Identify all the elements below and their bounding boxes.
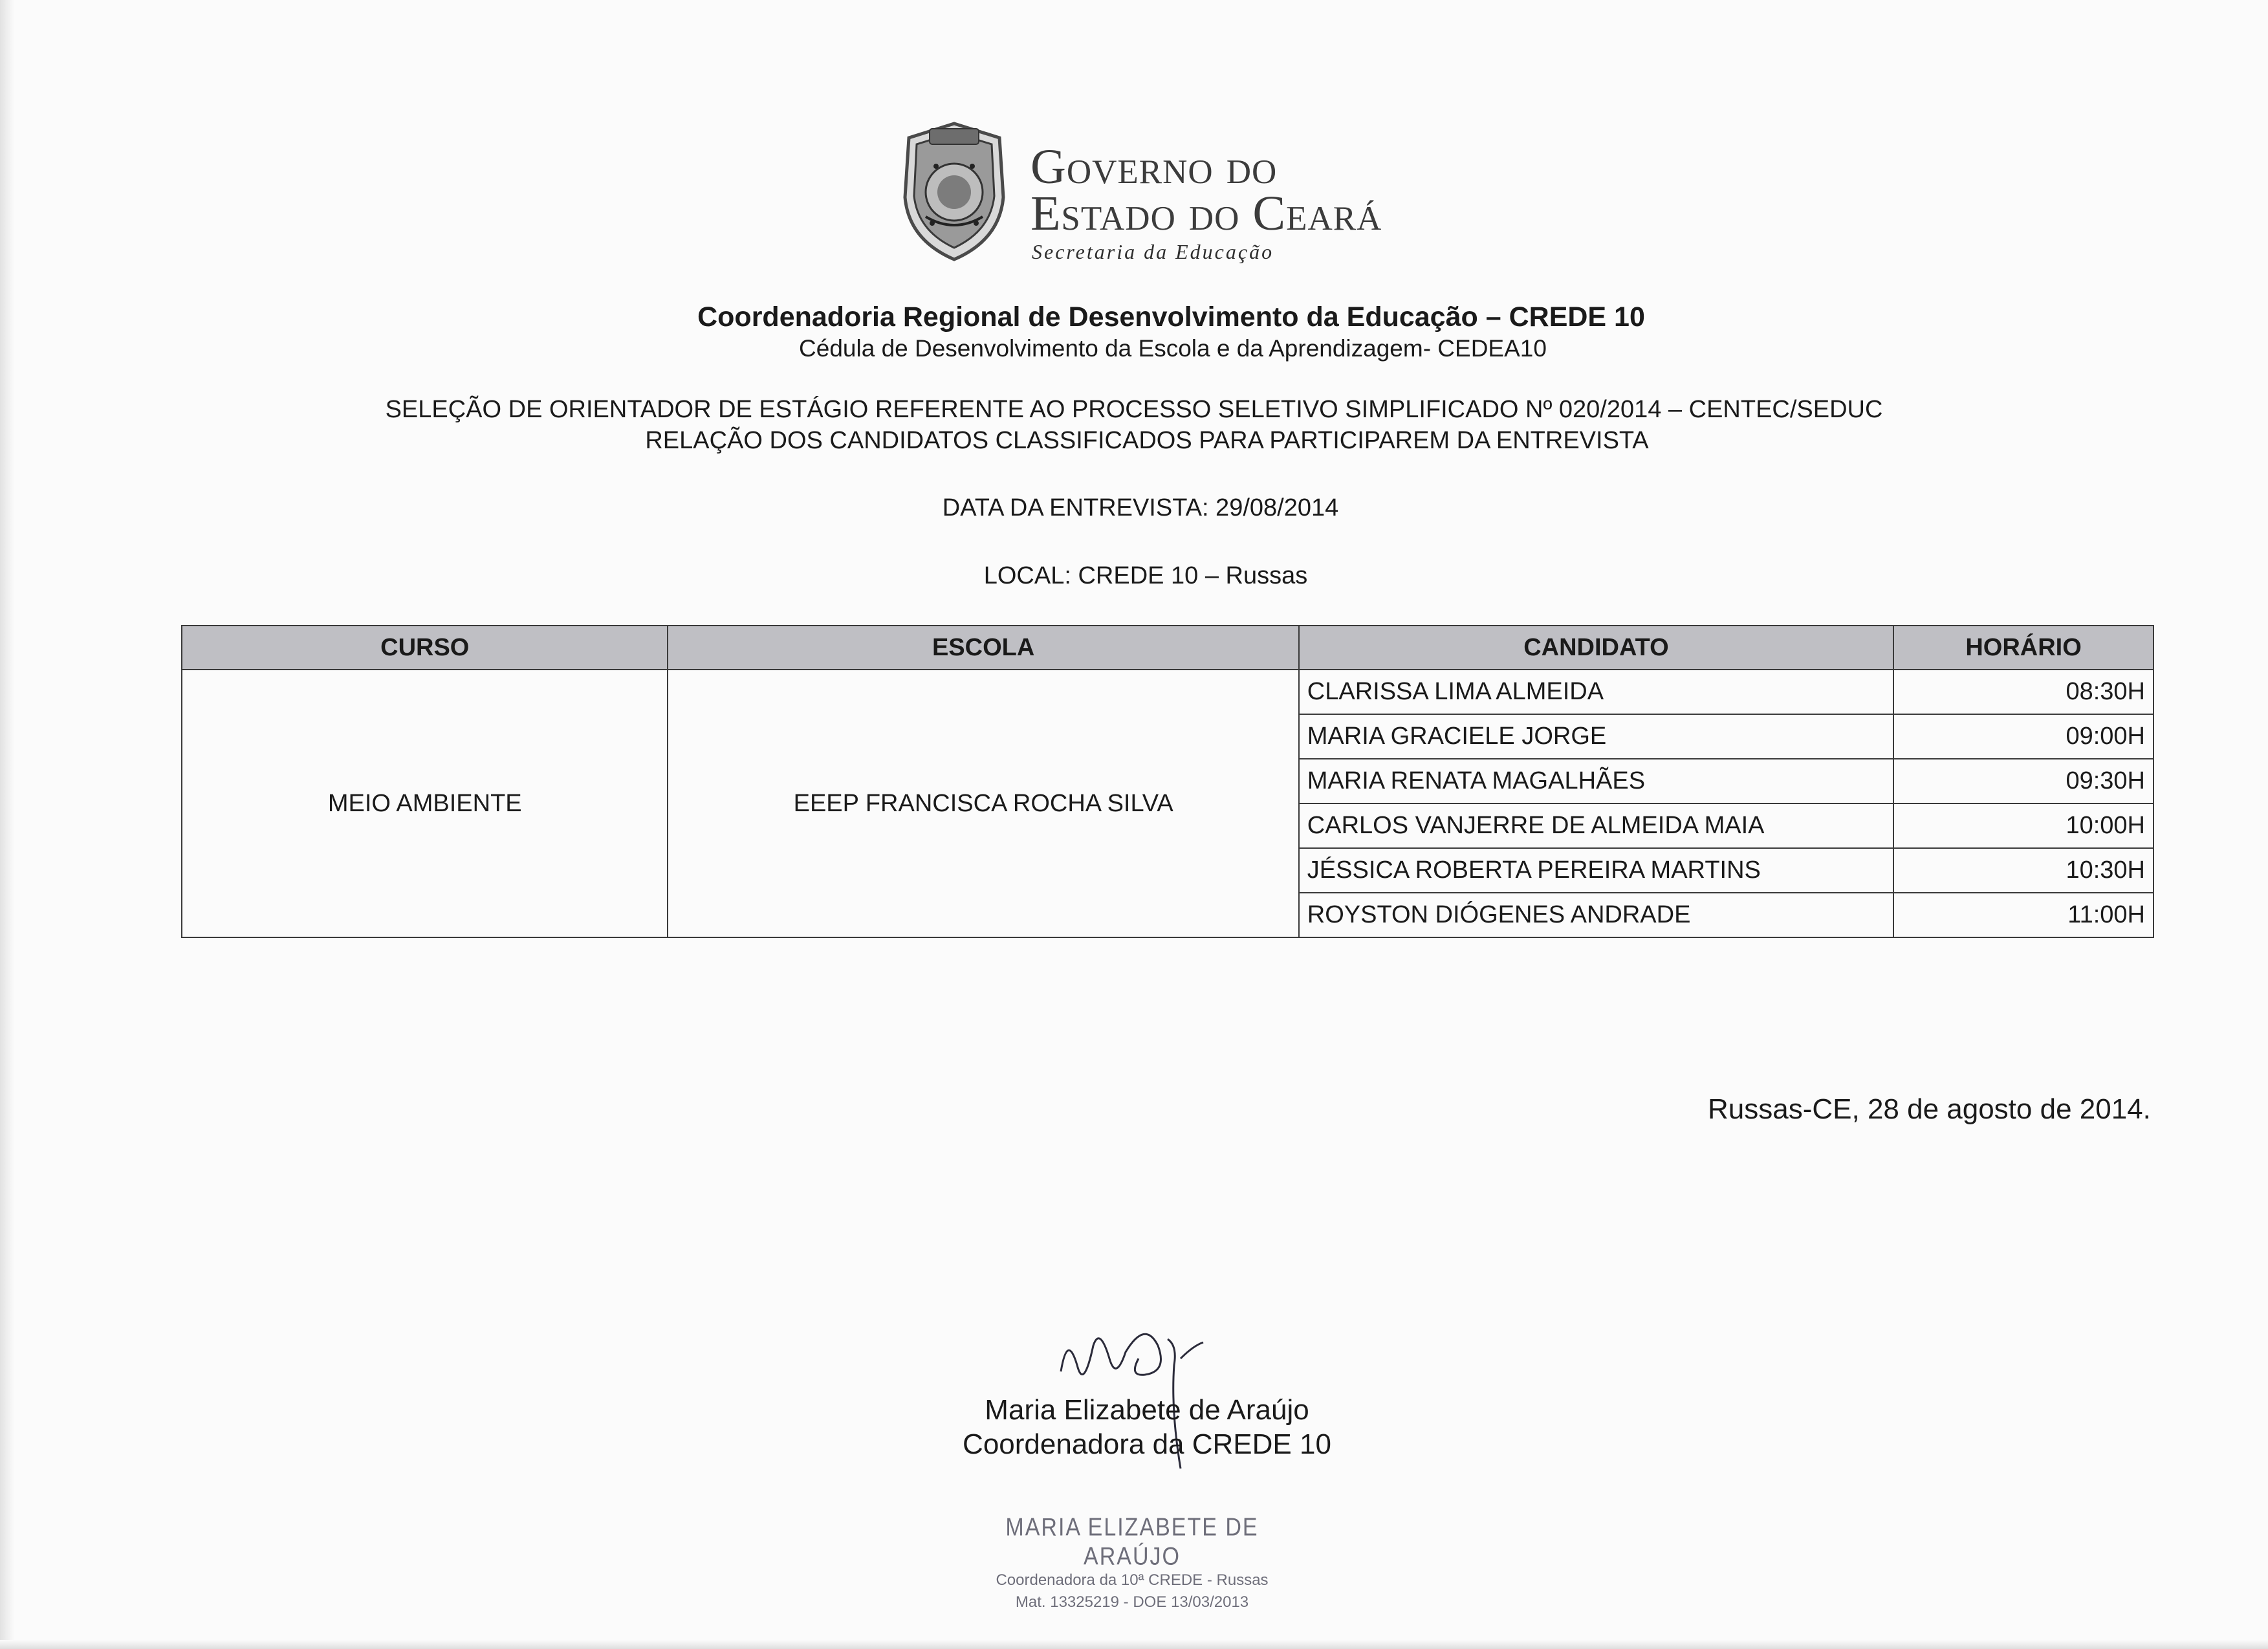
- place-and-date: Russas-CE, 28 de agosto de 2014.: [1708, 1093, 2151, 1125]
- interview-date: DATA DA ENTREVISTA: 29/08/2014: [942, 494, 1339, 521]
- candidate-time: 08:30H: [1893, 670, 2154, 714]
- header-curso: CURSO: [182, 626, 668, 670]
- stamp-registration: Mat. 13325219 - DOE 13/03/2013: [1015, 1593, 1249, 1611]
- scan-edge-bottom: [0, 1640, 2268, 1649]
- ceara-coat-of-arms-icon: [896, 120, 1012, 263]
- government-logo: [896, 120, 1413, 268]
- header-escola: ESCOLA: [668, 626, 1298, 670]
- government-name-line1: Governo do: [1030, 140, 1278, 194]
- list-title: RELAÇÃO DOS CANDIDATOS CLASSIFICADOS PARA PARTICIPAREM DA ENTREVISTA: [645, 427, 1649, 454]
- official-stamp: [970, 1513, 1294, 1611]
- curso-cell: MEIO AMBIENTE: [182, 670, 668, 937]
- signatory-role: Coordenadora da CREDE 10: [963, 1428, 1331, 1460]
- cedula-subtitle: Cédula de Desenvolvimento da Escola e da Aprendizagem- CEDEA10: [799, 335, 1547, 362]
- stamp-role: Coordenadora da 10ª CREDE - Russas: [996, 1571, 1269, 1589]
- candidate-time: 10:30H: [1893, 848, 2154, 893]
- candidate-time: 09:30H: [1893, 759, 2154, 803]
- header-horario: HORÁRIO: [1893, 626, 2154, 670]
- candidate-name: JÉSSICA ROBERTA PEREIRA MARTINS: [1299, 848, 1893, 893]
- table-row: [182, 670, 2154, 714]
- interview-location: LOCAL: CREDE 10 – Russas: [983, 562, 1308, 589]
- candidate-name: CARLOS VANJERRE DE ALMEIDA MAIA: [1299, 803, 1893, 848]
- header-candidato: CANDIDATO: [1299, 626, 1893, 670]
- candidate-name: MARIA RENATA MAGALHÃES: [1299, 759, 1893, 803]
- candidate-name: MARIA GRACIELE JORGE: [1299, 714, 1893, 759]
- signatory-name: Maria Elizabete de Araújo: [985, 1394, 1309, 1426]
- government-name-line2: Estado do Ceará: [1030, 186, 1382, 241]
- escola-cell: EEEP FRANCISCA ROCHA SILVA: [668, 670, 1298, 937]
- coordenadoria-title: Coordenadoria Regional de Desenvolvimento da Educação – CREDE 10: [697, 301, 1645, 333]
- candidate-time: 10:00H: [1893, 803, 2154, 848]
- candidate-time: 09:00H: [1893, 714, 2154, 759]
- candidate-time: 11:00H: [1893, 893, 2154, 937]
- table-header-row: [182, 626, 2154, 670]
- stamp-name: MARIA ELIZABETE DE ARAÚJO: [1005, 1513, 1259, 1571]
- candidates-table: [181, 625, 2154, 938]
- secretaria-subtitle: Secretaria da Educação: [1032, 240, 1274, 263]
- candidate-name: CLARISSA LIMA ALMEIDA: [1299, 670, 1893, 714]
- selection-title: SELEÇÃO DE ORIENTADOR DE ESTÁGIO REFERENTE AO PROCESSO SELETIVO SIMPLIFICADO Nº 020/2014 – CENTEC/SEDUC: [385, 396, 1883, 423]
- candidate-name: ROYSTON DIÓGENES ANDRADE: [1299, 893, 1893, 937]
